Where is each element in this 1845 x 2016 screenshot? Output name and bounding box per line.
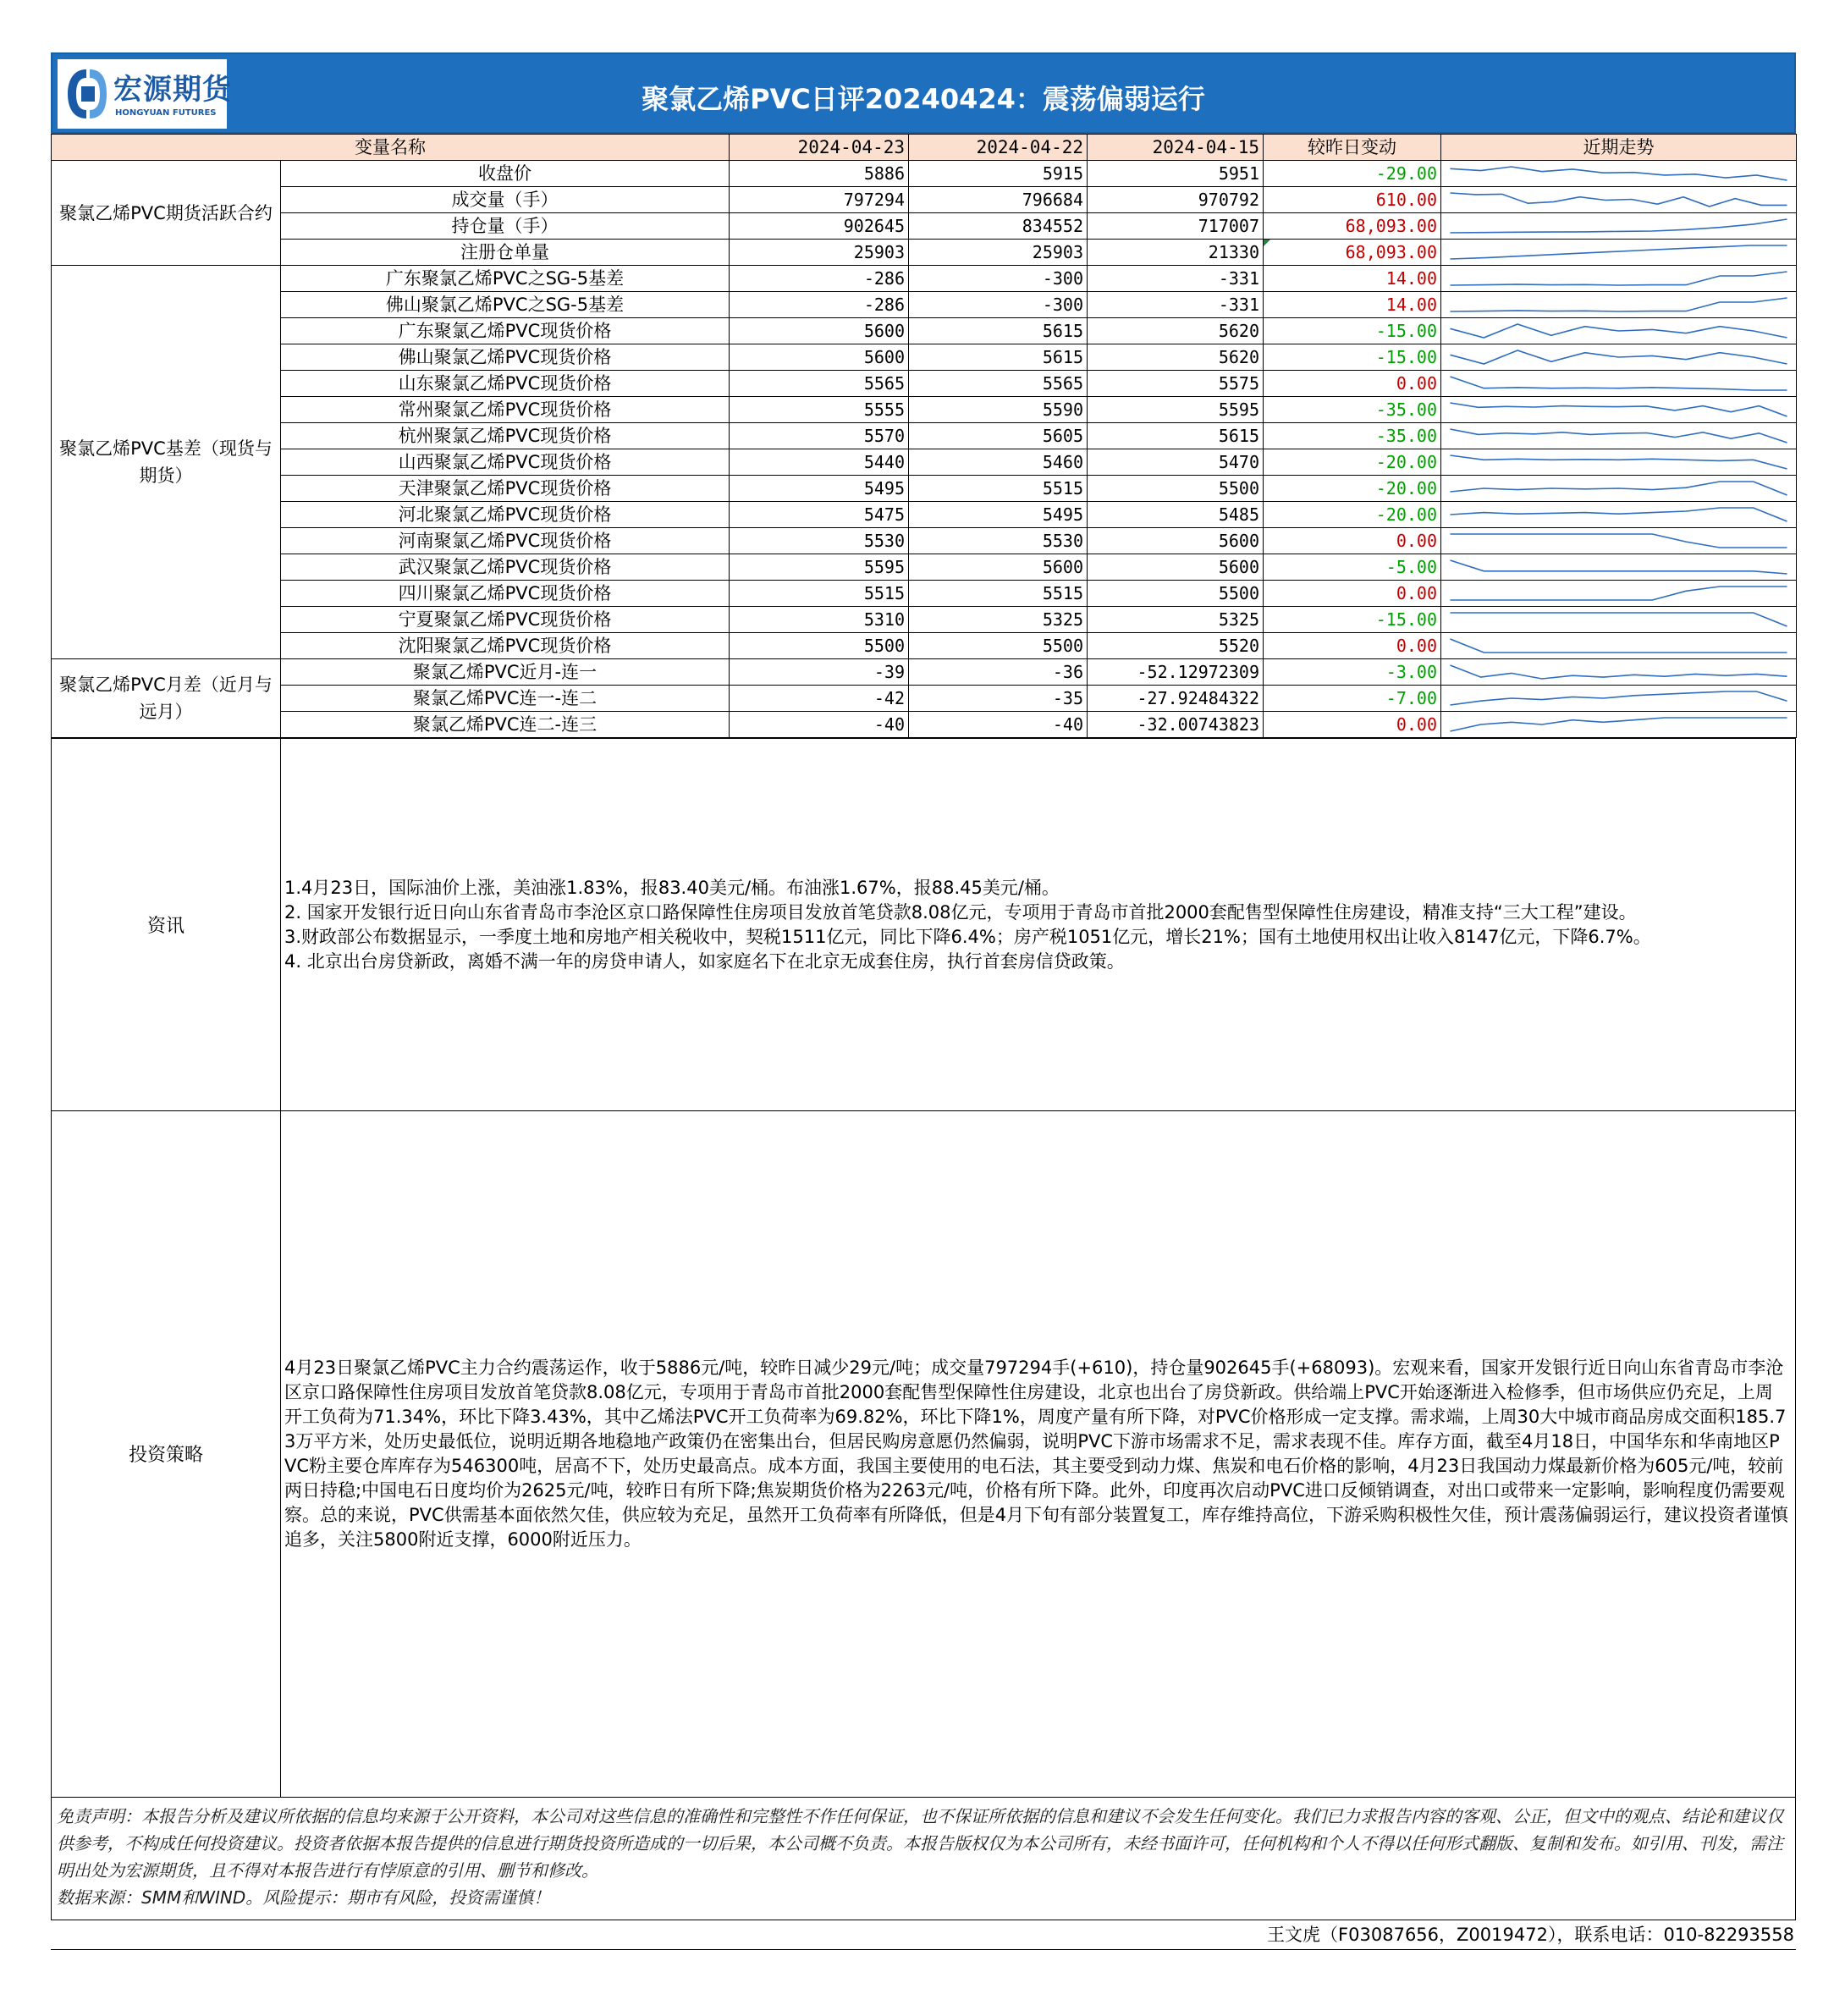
table-row bbox=[52, 318, 1797, 344]
variable-name: 天津聚氯乙烯PVC现货价格 bbox=[281, 476, 730, 502]
change-value: 0.00 bbox=[1264, 633, 1441, 659]
value-date-1: 797294 bbox=[730, 187, 909, 213]
sparkline-chart bbox=[1441, 529, 1796, 553]
value-date-3: 5485 bbox=[1088, 502, 1264, 528]
value-date-1: 5600 bbox=[730, 344, 909, 371]
sparkline-cell bbox=[1441, 213, 1797, 240]
table-row bbox=[52, 397, 1797, 423]
value-date-2: 5605 bbox=[909, 423, 1088, 449]
sparkline-cell bbox=[1441, 292, 1797, 318]
disclaimer-block bbox=[51, 1798, 1796, 1920]
value-date-2: -35 bbox=[909, 686, 1088, 712]
variable-name: 收盘价 bbox=[281, 161, 730, 187]
value-date-1: 5440 bbox=[730, 449, 909, 476]
sparkline-line bbox=[1450, 691, 1787, 705]
value-date-3: 5470 bbox=[1088, 449, 1264, 476]
sparkline-line bbox=[1450, 560, 1787, 574]
value-date-1: 25903 bbox=[730, 240, 909, 266]
value-date-1: 5475 bbox=[730, 502, 909, 528]
value-date-3: -32.00743823 bbox=[1088, 712, 1264, 738]
value-date-3: 5325 bbox=[1088, 607, 1264, 633]
table-row bbox=[52, 187, 1797, 213]
news-item: 2. 国家开发银行近日向山东省青岛市李沧区京口路保障性住房项目发放首笔贷款8.08亿元，专项用于青岛市首批2000套配售型保障性住房建设，精准支持“三大工程”建设。 bbox=[284, 901, 1637, 923]
sparkline-cell bbox=[1441, 502, 1797, 528]
table-row bbox=[52, 607, 1797, 633]
value-date-1: 5530 bbox=[730, 528, 909, 554]
value-date-1: 5600 bbox=[730, 318, 909, 344]
sparkline-chart bbox=[1441, 686, 1796, 710]
variable-name: 聚氯乙烯PVC连一-连二 bbox=[281, 686, 730, 712]
value-date-3: 5615 bbox=[1088, 423, 1264, 449]
news-item: 4. 北京出台房贷新政，离婚不满一年的房贷申请人，如家庭名下在北京无成套住房，执行首套房信贷政策。 bbox=[284, 950, 1125, 972]
sparkline-chart bbox=[1441, 581, 1796, 605]
change-value: 0.00 bbox=[1264, 371, 1441, 397]
variable-name: 常州聚氯乙烯PVC现货价格 bbox=[281, 397, 730, 423]
value-date-3: 5600 bbox=[1088, 554, 1264, 581]
value-date-1: 5570 bbox=[730, 423, 909, 449]
table-row bbox=[52, 712, 1797, 738]
sparkline-chart bbox=[1441, 503, 1796, 526]
strategy-content: 4月23日聚氯乙烯PVC主力合约震荡运作，收于5886元/吨，较昨日减少29元/吨；成交量797294手(+610)，持仓量902645手(+68093)。宏观来看，国家开发银行近日向山东省青岛市李沧区京口路保障性住房项目发放首笔贷款8.08亿元，专项用于青岛市首批2000套配售型保障性住房建设，北京也出台了房贷新政。供给端上PVC开始逐渐进入检修季，但市场供应仍充足，上周开工负荷为71.34%，环比下降3.43%，其中乙烯法PVC开工负荷率为69.82%，环比下降1%，周度产量有所下降，对PVC价格形成一定支撑。需求端，上周30大中城市商品房成交面积185.73万平方米，处历史最低位，说明近期各地稳地产政策仍在密集出台，但居民购房意愿仍然偏弱，说明PVC下游市场需求不足，需求表现不佳。库存方面，截至4月18日，中国华东和华南地区PVC粉主要仓库库存为546300吨，居高不下，处历史最高点。成本方面，我国主要使用的电石法，其主要受到动力煤、焦炭和电石价格的影响，4月23日我国动力煤最新价格为605元/吨，较前两日持稳;中国电石日度均价为2625元/吨，较昨日有所下降;焦炭期货价格为2263元/吨，价格有所下降。此外，印度再次启动PVC进口反倾销调查，对出口或带来一定影响，影响程度仍需要观察。总的来说，PVC供需基本面依然欠佳，供应较为充足，虽然开工负荷率有所降低，但是4月下旬有部分装置复工，库存维持高位，下游采购积极性欠佳，预计震荡偏弱运行，建议投资者谨慎追多，关注5800附近支撑，6000附近压力。 bbox=[281, 1111, 1796, 1797]
sparkline-cell bbox=[1441, 161, 1797, 187]
table-row bbox=[52, 633, 1797, 659]
value-date-3: -27.92484322 bbox=[1088, 686, 1264, 712]
sparkline-cell bbox=[1441, 659, 1797, 686]
sparkline-line bbox=[1450, 245, 1787, 259]
value-date-2: -40 bbox=[909, 712, 1088, 738]
value-date-2: 5615 bbox=[909, 318, 1088, 344]
value-date-3: 5620 bbox=[1088, 318, 1264, 344]
sparkline-cell bbox=[1441, 476, 1797, 502]
sparkline-chart bbox=[1441, 450, 1796, 474]
sparkline-cell bbox=[1441, 371, 1797, 397]
value-date-1: 5886 bbox=[730, 161, 909, 187]
sparkline-chart bbox=[1441, 240, 1796, 264]
change-value: 14.00 bbox=[1264, 266, 1441, 292]
variable-name: 武汉聚氯乙烯PVC现货价格 bbox=[281, 554, 730, 581]
variable-name: 佛山聚氯乙烯PVC之SG-5基差 bbox=[281, 292, 730, 318]
news-section bbox=[51, 738, 1796, 1111]
group-label-futures: 聚氯乙烯PVC期货活跃合约 bbox=[52, 161, 281, 266]
sparkline-line bbox=[1450, 613, 1787, 626]
logo-english-text: HONGYUAN FUTURES bbox=[115, 108, 217, 118]
sparkline-cell bbox=[1441, 712, 1797, 738]
table-header-row bbox=[52, 135, 1797, 161]
table-row bbox=[52, 502, 1797, 528]
table-row bbox=[52, 528, 1797, 554]
variable-name: 聚氯乙烯PVC连二-连三 bbox=[281, 712, 730, 738]
variable-name: 成交量（手） bbox=[281, 187, 730, 213]
variable-name: 山西聚氯乙烯PVC现货价格 bbox=[281, 449, 730, 476]
variable-name: 宁夏聚氯乙烯PVC现货价格 bbox=[281, 607, 730, 633]
variable-name: 杭州聚氯乙烯PVC现货价格 bbox=[281, 423, 730, 449]
sparkline-cell bbox=[1441, 318, 1797, 344]
value-date-3: 5620 bbox=[1088, 344, 1264, 371]
news-item: 1.4月23日，国际油价上涨，美油涨1.83%，报83.40美元/桶。布油涨1.67%，报88.45美元/桶。 bbox=[284, 877, 1060, 898]
sparkline-cell bbox=[1441, 686, 1797, 712]
sparkline-chart bbox=[1441, 188, 1796, 212]
value-date-2: 5515 bbox=[909, 581, 1088, 607]
value-date-1: 5515 bbox=[730, 581, 909, 607]
disclaimer-text: 免责声明：本报告分析及建议所依据的信息均来源于公开资料，本公司对这些信息的准确性和完整性不作任何保证，也不保证所依据的信息和建议不会发生任何变化。我们已力求报告内容的客观、公正，但文中的观点、结论和建议仅供参考，不构成任何投资建议。投资者依据本报告提供的信息进行期货投资所造成的一切后果，本公司概不负责。本报告版权仅为本公司所有，未经书面许可，任何机构和个人不得以任何形式翻版、复制和发布。如引用、刊发，需注明出处为宏源期货，且不得对本报告进行有悖原意的引用、删节和修改。 bbox=[57, 1805, 1783, 1881]
table-row bbox=[52, 581, 1797, 607]
table-body bbox=[52, 161, 1797, 738]
value-date-3: 5951 bbox=[1088, 161, 1264, 187]
variable-name: 河北聚氯乙烯PVC现货价格 bbox=[281, 502, 730, 528]
value-date-2: 5530 bbox=[909, 528, 1088, 554]
sparkline-chart bbox=[1441, 608, 1796, 631]
change-value: 14.00 bbox=[1264, 292, 1441, 318]
value-date-2: 5565 bbox=[909, 371, 1088, 397]
column-header-date-3: 2024-04-15 bbox=[1088, 135, 1264, 161]
value-date-3: -331 bbox=[1088, 266, 1264, 292]
column-header-date-2: 2024-04-22 bbox=[909, 135, 1088, 161]
sparkline-chart bbox=[1441, 372, 1796, 395]
sparkline-line bbox=[1450, 193, 1787, 207]
table-row bbox=[52, 449, 1797, 476]
value-date-3: 970792 bbox=[1088, 187, 1264, 213]
strategy-label: 投资策略 bbox=[52, 1111, 281, 1797]
sparkline-line bbox=[1450, 718, 1787, 731]
report-sheet bbox=[51, 52, 1796, 1950]
sparkline-cell bbox=[1441, 240, 1797, 266]
value-date-2: 5495 bbox=[909, 502, 1088, 528]
change-value: -15.00 bbox=[1264, 607, 1441, 633]
value-date-2: -36 bbox=[909, 659, 1088, 686]
column-header-change: 较昨日变动 bbox=[1264, 135, 1441, 161]
column-header-date-1: 2024-04-23 bbox=[730, 135, 909, 161]
change-value: -5.00 bbox=[1264, 554, 1441, 581]
sparkline-chart bbox=[1441, 660, 1796, 684]
value-date-2: -300 bbox=[909, 292, 1088, 318]
variable-name: 河南聚氯乙烯PVC现货价格 bbox=[281, 528, 730, 554]
variable-name: 注册仓单量 bbox=[281, 240, 730, 266]
change-value: 0.00 bbox=[1264, 581, 1441, 607]
value-date-3: 5575 bbox=[1088, 371, 1264, 397]
value-date-3: 5520 bbox=[1088, 633, 1264, 659]
sparkline-chart bbox=[1441, 162, 1796, 185]
value-date-1: 5555 bbox=[730, 397, 909, 423]
value-date-1: -42 bbox=[730, 686, 909, 712]
sparkline-line bbox=[1450, 403, 1787, 416]
group-label-basis: 聚氯乙烯PVC基差（现货与期货） bbox=[52, 266, 281, 659]
change-value: 610.00 bbox=[1264, 187, 1441, 213]
sparkline-chart bbox=[1441, 214, 1796, 238]
value-date-1: 5595 bbox=[730, 554, 909, 581]
change-value: 0.00 bbox=[1264, 528, 1441, 554]
change-value: 68,093.00 bbox=[1264, 213, 1441, 240]
change-value: -15.00 bbox=[1264, 344, 1441, 371]
variable-name: 广东聚氯乙烯PVC现货价格 bbox=[281, 318, 730, 344]
group-label-spread: 聚氯乙烯PVC月差（近月与远月） bbox=[52, 659, 281, 738]
sparkline-cell bbox=[1441, 633, 1797, 659]
table-row bbox=[52, 292, 1797, 318]
table-row bbox=[52, 266, 1797, 292]
change-value: -20.00 bbox=[1264, 476, 1441, 502]
column-header-trend: 近期走势 bbox=[1441, 135, 1797, 161]
news-content bbox=[281, 739, 1796, 1111]
sparkline-cell bbox=[1441, 528, 1797, 554]
value-date-1: -40 bbox=[730, 712, 909, 738]
value-date-2: 5460 bbox=[909, 449, 1088, 476]
table-row bbox=[52, 240, 1797, 266]
table-row bbox=[52, 659, 1797, 686]
news-label: 资讯 bbox=[52, 739, 281, 1111]
sparkline-line bbox=[1450, 350, 1787, 364]
value-date-3: 5600 bbox=[1088, 528, 1264, 554]
variable-name: 沈阳聚氯乙烯PVC现货价格 bbox=[281, 633, 730, 659]
value-date-1: -286 bbox=[730, 292, 909, 318]
report-title: 聚氯乙烯PVC日评20240424：震荡偏弱运行 bbox=[642, 83, 1205, 115]
sparkline-line bbox=[1450, 219, 1787, 233]
news-item: 3.财政部公布数据显示，一季度土地和房地产相关税收中，契税1511亿元，同比下降6.4%；房产税1051亿元，增长21%；国有土地使用权出让收入8147亿元，下降6.7%。 bbox=[284, 926, 1651, 947]
change-value: -20.00 bbox=[1264, 502, 1441, 528]
value-date-2: 796684 bbox=[909, 187, 1088, 213]
logo-chinese-text: 宏源期货 bbox=[113, 73, 232, 107]
sparkline-cell bbox=[1441, 554, 1797, 581]
change-value: -20.00 bbox=[1264, 449, 1441, 476]
change-value: -15.00 bbox=[1264, 318, 1441, 344]
value-date-1: -286 bbox=[730, 266, 909, 292]
change-value: 68,093.00 bbox=[1264, 240, 1441, 266]
change-value: -35.00 bbox=[1264, 423, 1441, 449]
sparkline-cell bbox=[1441, 187, 1797, 213]
sparkline-chart bbox=[1441, 345, 1796, 369]
sparkline-chart bbox=[1441, 634, 1796, 658]
value-date-1: 5565 bbox=[730, 371, 909, 397]
table-row bbox=[52, 344, 1797, 371]
sparkline-line bbox=[1450, 429, 1787, 443]
sparkline-chart bbox=[1441, 267, 1796, 290]
sparkline-chart bbox=[1441, 319, 1796, 343]
sparkline-cell bbox=[1441, 449, 1797, 476]
value-date-3: 21330 bbox=[1088, 240, 1264, 266]
value-date-3: 717007 bbox=[1088, 213, 1264, 240]
change-value: -7.00 bbox=[1264, 686, 1441, 712]
sparkline-line bbox=[1450, 534, 1787, 548]
table-row bbox=[52, 423, 1797, 449]
value-date-2: 5500 bbox=[909, 633, 1088, 659]
sparkline-line bbox=[1450, 482, 1787, 495]
value-date-1: 902645 bbox=[730, 213, 909, 240]
sparkline-line bbox=[1450, 455, 1787, 469]
sparkline-cell bbox=[1441, 344, 1797, 371]
strategy-section bbox=[51, 1111, 1796, 1798]
value-date-2: 5515 bbox=[909, 476, 1088, 502]
sparkline-cell bbox=[1441, 607, 1797, 633]
sparkline-line bbox=[1450, 324, 1787, 338]
change-value: 0.00 bbox=[1264, 712, 1441, 738]
table-row bbox=[52, 476, 1797, 502]
value-date-2: 25903 bbox=[909, 240, 1088, 266]
sparkline-line bbox=[1450, 639, 1787, 653]
value-date-1: -39 bbox=[730, 659, 909, 686]
value-date-3: -52.12972309 bbox=[1088, 659, 1264, 686]
table-row bbox=[52, 213, 1797, 240]
data-table bbox=[51, 134, 1797, 738]
change-value: -35.00 bbox=[1264, 397, 1441, 423]
variable-name: 广东聚氯乙烯PVC之SG-5基差 bbox=[281, 266, 730, 292]
value-date-3: 5500 bbox=[1088, 581, 1264, 607]
variable-name: 山东聚氯乙烯PVC现货价格 bbox=[281, 371, 730, 397]
variable-name: 四川聚氯乙烯PVC现货价格 bbox=[281, 581, 730, 607]
value-date-3: 5595 bbox=[1088, 397, 1264, 423]
report-header bbox=[51, 52, 1796, 134]
data-source-text: 数据来源：SMM和WIND。风险提示：期市有风险，投资需谨慎！ bbox=[57, 1887, 551, 1908]
sparkline-chart bbox=[1441, 293, 1796, 317]
value-date-2: 5325 bbox=[909, 607, 1088, 633]
value-date-3: 5500 bbox=[1088, 476, 1264, 502]
sparkline-line bbox=[1450, 665, 1787, 679]
value-date-2: 5615 bbox=[909, 344, 1088, 371]
column-header-variable: 变量名称 bbox=[52, 135, 730, 161]
table-row bbox=[52, 161, 1797, 187]
value-date-2: -300 bbox=[909, 266, 1088, 292]
sparkline-line bbox=[1450, 587, 1787, 600]
sparkline-line bbox=[1450, 272, 1787, 285]
sparkline-cell bbox=[1441, 423, 1797, 449]
sparkline-cell bbox=[1441, 266, 1797, 292]
sparkline-chart bbox=[1441, 555, 1796, 579]
change-value: -3.00 bbox=[1264, 659, 1441, 686]
table-row bbox=[52, 554, 1797, 581]
sparkline-line bbox=[1450, 377, 1787, 390]
sparkline-chart bbox=[1441, 424, 1796, 448]
variable-name: 聚氯乙烯PVC近月-连一 bbox=[281, 659, 730, 686]
value-date-1: 5310 bbox=[730, 607, 909, 633]
value-date-2: 5915 bbox=[909, 161, 1088, 187]
variable-name: 持仓量（手） bbox=[281, 213, 730, 240]
sparkline-cell bbox=[1441, 397, 1797, 423]
sparkline-line bbox=[1450, 508, 1787, 521]
analyst-contact: 王文虎（F03087656，Z0019472），联系电话：010-82293558 bbox=[51, 1920, 1796, 1950]
value-date-3: -331 bbox=[1088, 292, 1264, 318]
sparkline-cell bbox=[1441, 581, 1797, 607]
table-row bbox=[52, 686, 1797, 712]
value-date-1: 5495 bbox=[730, 476, 909, 502]
variable-name: 佛山聚氯乙烯PVC现货价格 bbox=[281, 344, 730, 371]
value-date-1: 5500 bbox=[730, 633, 909, 659]
sparkline-chart bbox=[1441, 713, 1796, 736]
sparkline-chart bbox=[1441, 476, 1796, 500]
value-date-2: 5600 bbox=[909, 554, 1088, 581]
sparkline-line bbox=[1450, 298, 1787, 311]
value-date-2: 834552 bbox=[909, 213, 1088, 240]
value-date-2: 5590 bbox=[909, 397, 1088, 423]
table-row bbox=[52, 371, 1797, 397]
change-value: -29.00 bbox=[1264, 161, 1441, 187]
sparkline-chart bbox=[1441, 398, 1796, 421]
sparkline-line bbox=[1450, 167, 1787, 180]
